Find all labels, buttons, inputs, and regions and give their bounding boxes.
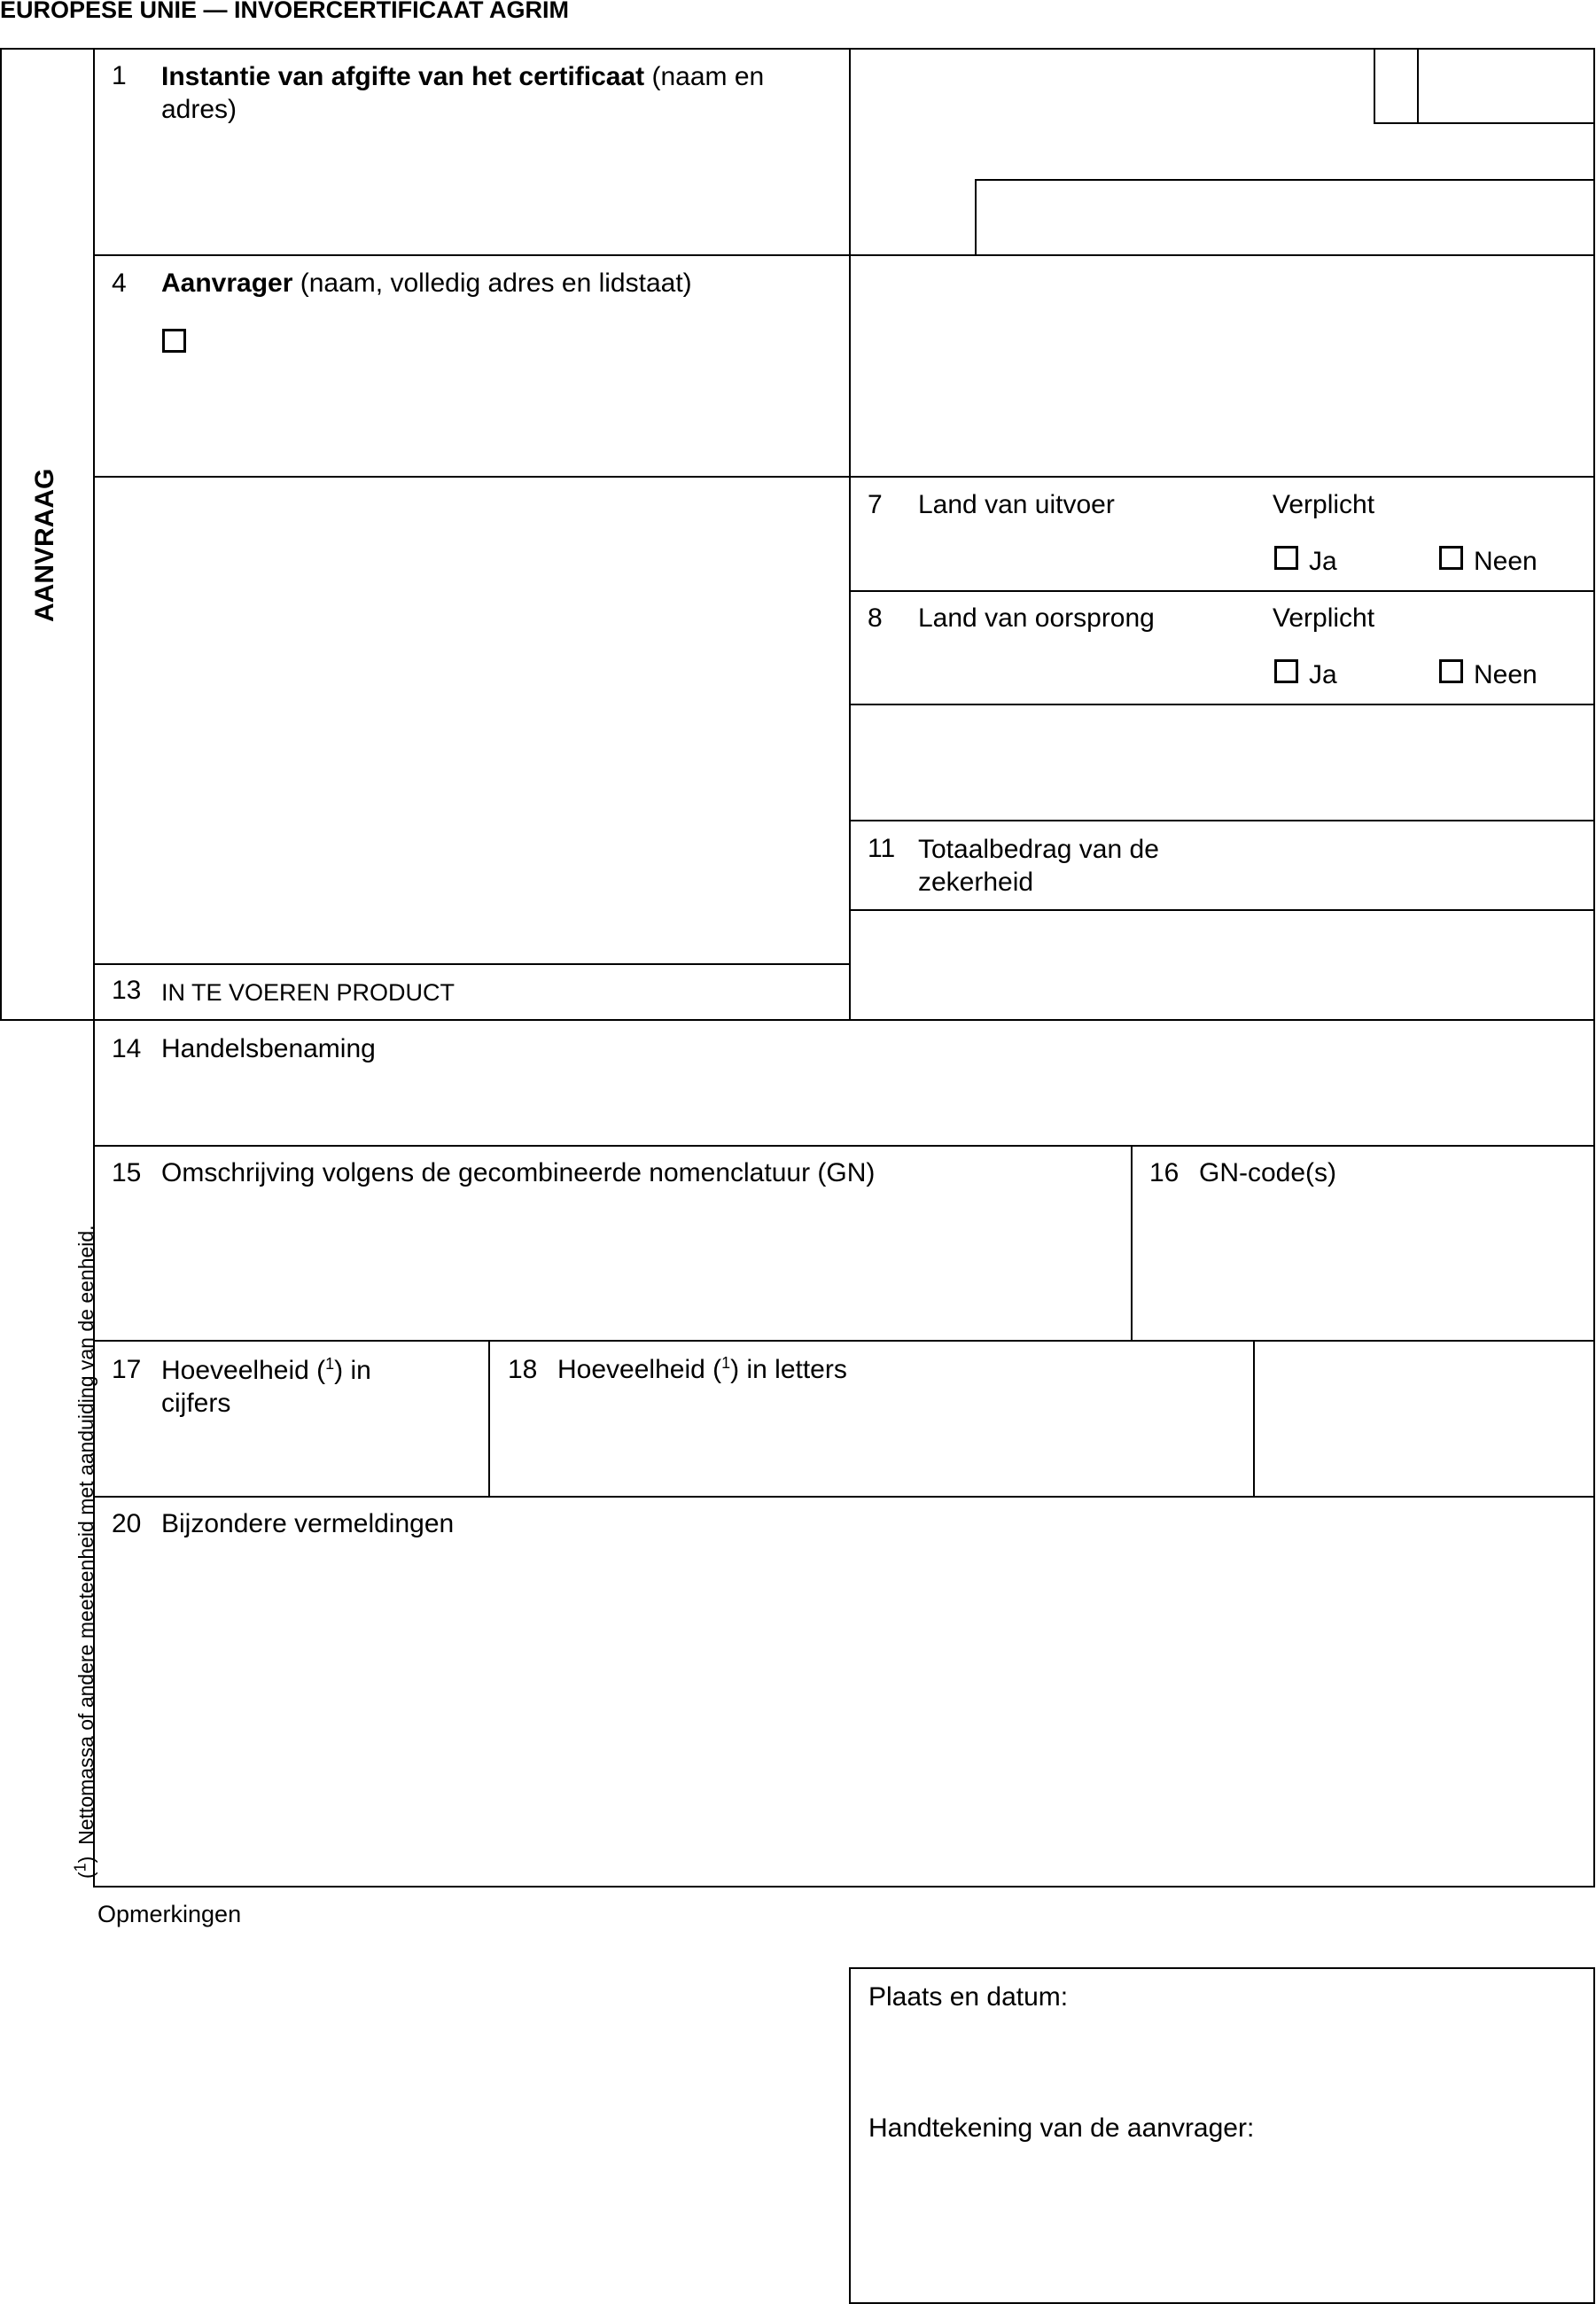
box17-number: 17 <box>112 1355 142 1384</box>
box7-mandatory-label: Verplicht <box>1273 490 1375 519</box>
box4-label: Aanvrager (naam, volledig adres en lidstaat) <box>161 269 692 298</box>
box13-number: 13 <box>112 976 142 1005</box>
box1-label: Instantie van afgifte van het certificaat (naam en adres) <box>161 62 765 124</box>
box16-number: 16 <box>1149 1158 1179 1187</box>
box15-number: 15 <box>112 1158 142 1187</box>
box4-checkbox[interactable] <box>162 329 186 353</box>
box8-label: Land van oorsprong <box>918 603 1155 633</box>
box7-no-label: Neen <box>1474 547 1538 576</box>
box13-label: IN TE VOEREN PRODUCT <box>161 979 455 1006</box>
box7-number: 7 <box>868 490 883 519</box>
box18-number: 18 <box>508 1355 538 1384</box>
box7-yes-label: Ja <box>1309 547 1337 576</box>
box11-number: 11 <box>868 834 896 863</box>
remarks-label: Opmerkingen <box>97 1901 242 1927</box>
box8-yes-label: Ja <box>1309 660 1337 689</box>
box11-label: Totaalbedrag van de zekerheid <box>918 835 1159 897</box>
box14-number: 14 <box>112 1034 142 1063</box>
box8-number: 8 <box>868 603 883 633</box>
box7-yes-checkbox[interactable] <box>1274 546 1298 570</box>
box16-label: GN-code(s) <box>1199 1158 1337 1187</box>
box7-label: Land van uitvoer <box>918 490 1115 519</box>
box8-no-label: Neen <box>1474 660 1538 689</box>
form-title: EUROPESE UNIE — INVOERCERTIFICAAT AGRIM <box>0 0 570 23</box>
box8-yes-checkbox[interactable] <box>1274 659 1298 683</box>
place-date-label: Plaats en datum: <box>868 1982 1069 2012</box>
box4-number: 4 <box>112 269 127 298</box>
box14-label: Handelsbenaming <box>161 1034 376 1063</box>
box1-number: 1 <box>112 61 127 90</box>
box17-label: Hoeveelheid ($^1$) in cijfers <box>161 1355 371 1418</box>
box18-label: Hoeveelheid ($^1$) in letters <box>557 1354 847 1384</box>
box8-mandatory-label: Verplicht <box>1273 603 1375 633</box>
applicant-signature-label: Handtekening van de aanvrager: <box>868 2113 1255 2143</box>
footnote: ($^1$) Nettomassa of andere meeteenheid met aanduiding van de eenheid. <box>71 1225 97 1879</box>
application-label: AANVRAAG <box>30 468 59 622</box>
box20-number: 20 <box>112 1509 142 1538</box>
box15-label: Omschrijving volgens de gecombineerde nomenclatuur (GN) <box>161 1158 876 1187</box>
box7-no-checkbox[interactable] <box>1439 546 1463 570</box>
box8-no-checkbox[interactable] <box>1439 659 1463 683</box>
box20-label: Bijzondere vermeldingen <box>161 1509 455 1538</box>
